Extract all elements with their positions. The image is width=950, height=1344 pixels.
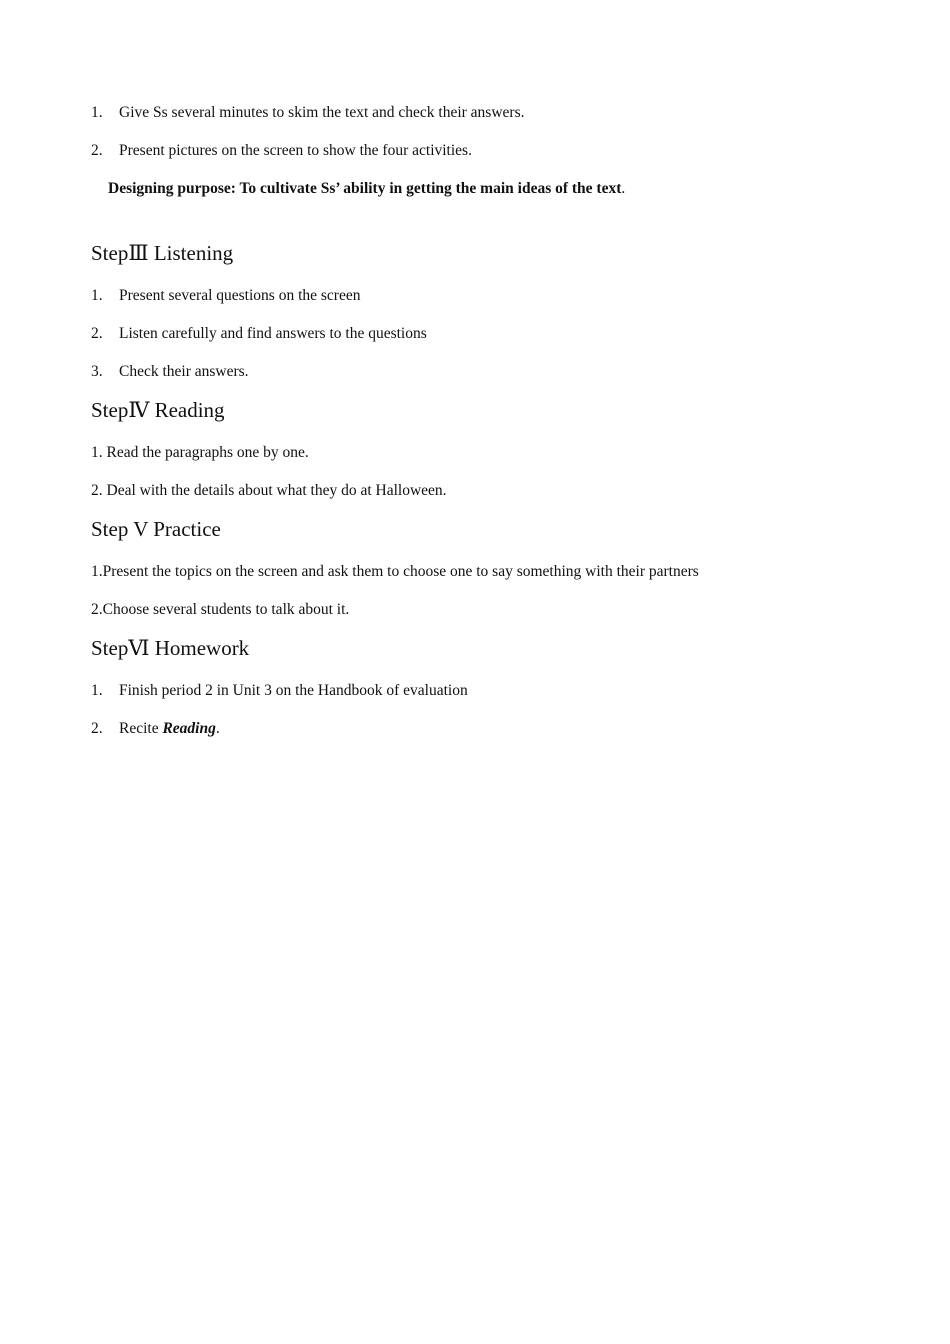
designing-purpose (108, 179, 625, 199)
designing-purpose-tail: . (621, 180, 626, 197)
list-text: Present pictures on the screen to show the four activities. (119, 142, 472, 159)
list-number: 3. (91, 363, 103, 380)
list-number: 1. (91, 682, 103, 699)
step6-item (91, 719, 220, 739)
list-number: 1. (91, 287, 103, 304)
step5-heading: Step V Practice (91, 517, 221, 541)
list-text-suffix: . (215, 720, 220, 737)
step6-item (91, 681, 468, 701)
designing-purpose-text: Designing purpose: To cultivate Ss’ ability in getting the main ideas of the text (108, 180, 622, 197)
step3-heading: StepⅢ Listening (91, 241, 234, 265)
list-text: Present several questions on the screen (119, 287, 361, 304)
list-text: Finish period 2 in Unit 3 on the Handbook of evaluation (119, 682, 468, 699)
list-text: Check their answers. (119, 363, 249, 380)
list-number: 1. (91, 104, 103, 121)
step4-item: 2. Deal with the details about what they do at Halloween. (91, 482, 447, 499)
step3-item (91, 286, 360, 306)
step3-item (91, 324, 427, 344)
step4-heading: StepⅣ Reading (91, 398, 225, 422)
list-number: 2. (91, 142, 103, 159)
list-text-emphasis: Reading (162, 720, 216, 737)
intro-list-item (91, 141, 472, 161)
list-number: 2. (91, 720, 103, 737)
list-text: Give Ss several minutes to skim the text and check their answers. (119, 104, 525, 121)
list-number: 2. (91, 325, 103, 342)
step4-item: 1. Read the paragraphs one by one. (91, 444, 309, 461)
list-text: Listen carefully and find answers to the questions (119, 325, 427, 342)
list-text-prefix: Recite (119, 720, 163, 737)
step6-heading: StepⅥ Homework (91, 636, 250, 660)
step5-item: 2.Choose several students to talk about it. (91, 601, 350, 618)
step3-item (91, 362, 249, 382)
intro-list-item (91, 103, 524, 123)
step5-item: 1.Present the topics on the screen and ask them to choose one to say something with their partners (91, 563, 699, 580)
